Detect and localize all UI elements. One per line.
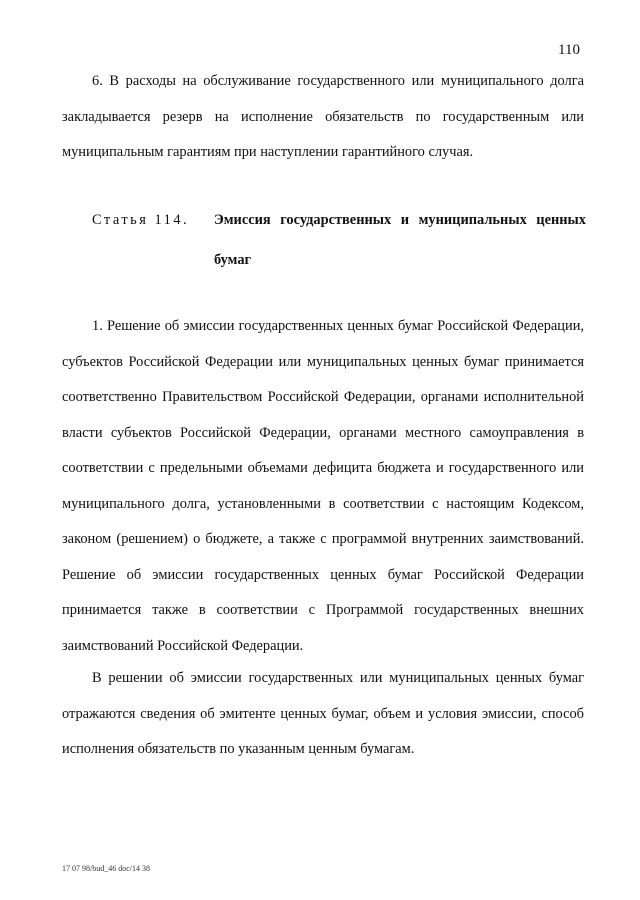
paragraph-1-emission-decision: 1. Решение об эмиссии государственных ценных бумаг Российской Федерации, субъектов Российской Федерации или муниципальных ценных бумаг принимается соответственно Правительством Российской Федерации, органами исполнительной власти субъектов Российской Федерации, органами местного самоуправления в соответствии с предельными объемами дефицита бюджета и государственного или муниципального долга, установленными в соответствии с настоящим Кодексом, законом (решением) о бюджете, а также с программой внутренних заимствований. Решение об эмиссии государственных ценных бумаг Российской Федерации принимается также в соответствии с Программой государственных внешних заимствований Российской Федерации. <box>62 318 584 654</box>
article-number: Статья 114. <box>92 212 190 228</box>
page-number: 110 <box>558 42 580 58</box>
article-title: Эмиссия государственных и муниципальных ценных бумаг <box>214 212 586 268</box>
file-footer: 17 07 98/bud_46 doc/14 38 <box>62 864 150 873</box>
paragraph-6-debt-reserve: 6. В расходы на обслуживание государственного или муниципального долга закладывается резерв на исполнение обязательств по государственным или муниципальным гарантиям при наступлении гарантийного случая. <box>62 73 584 160</box>
paragraph-emission-contents: В решении об эмиссии государственных или муниципальных ценных бумаг отражаются сведения об эмитенте ценных бумаг, объем и условия эмиссии, способ исполнения обязательств по указанным ценным бумагам. <box>62 670 584 757</box>
